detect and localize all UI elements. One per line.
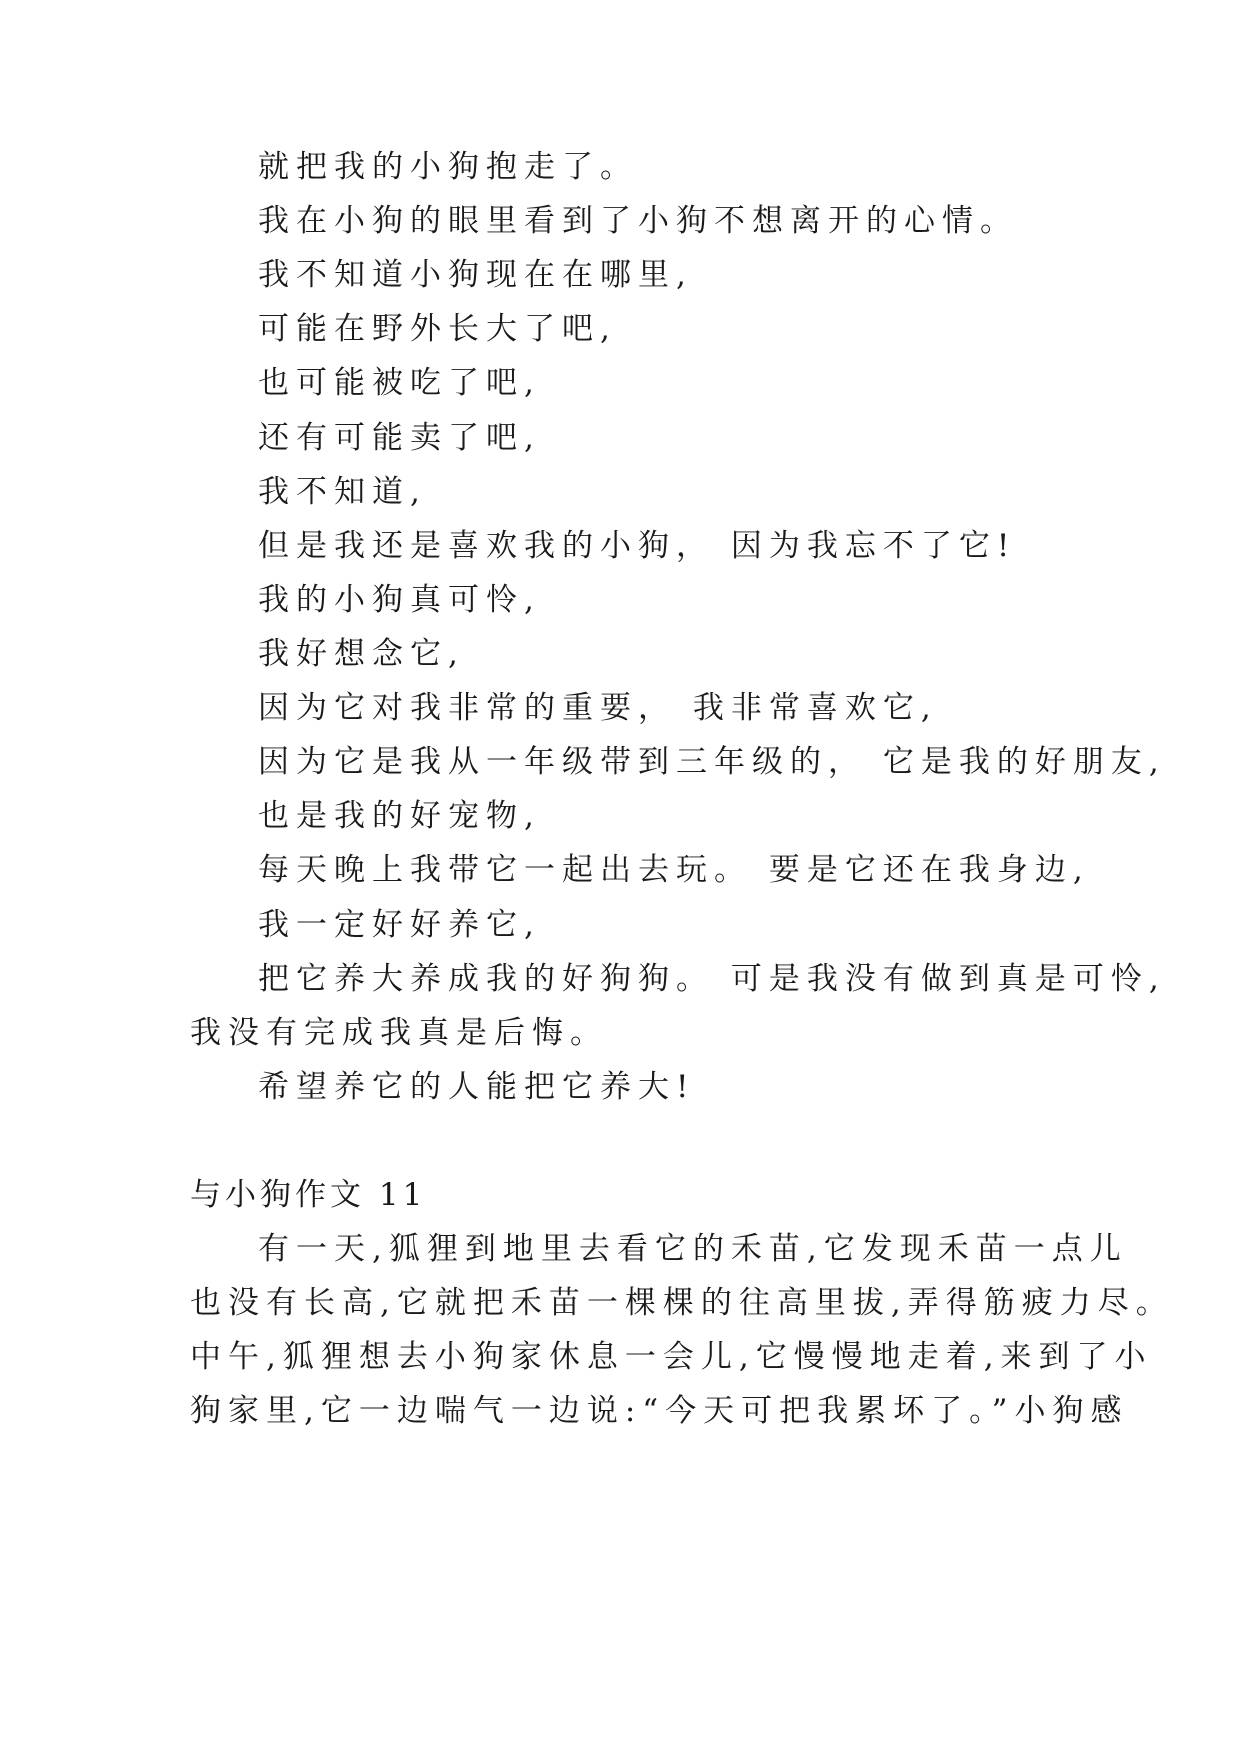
poem-line: 希望养它的人能把它养大! [258,1069,696,1105]
section-title: 与小狗作文 11 [190,1177,427,1213]
poem-line: 我一定好好养它, [258,907,541,943]
poem-line: 我不知道, [258,474,427,510]
poem-line: 我不知道小狗现在在哪里, [258,257,693,293]
poem-line: 就把我的小狗抱走了。 [258,149,638,185]
poem-line: 每天晚上我带它一起出去玩。 要是它还在我身边, [258,852,1090,888]
poem-line: 我在小狗的眼里看到了小狗不想离开的心情。 [258,203,1018,239]
poem-line: 我没有完成我真是后悔。 [190,1015,608,1051]
poem-line: 我好想念它, [258,636,465,672]
poem-line: 把它养大养成我的好狗狗。 可是我没有做到真是可怜, [258,961,1166,997]
story-line: 中午,狐狸想去小狗家休息一会儿,它慢慢地走着,来到了小 [190,1339,1153,1375]
poem-line: 可能在野外长大了吧, [258,311,617,347]
poem-line: 因为它是我从一年级带到三年级的， 它是我的好朋友, [258,744,1166,780]
story-line: 也没有长高,它就把禾苗一棵棵的往高里拔,弄得筋疲力尽。 [190,1285,1174,1321]
poem-line: 也是我的好宠物, [258,798,541,834]
story-line: 狗家里,它一边喘气一边说:“今天可把我累坏了。”小狗感 [190,1393,1129,1429]
story-line: 有一天,狐狸到地里去看它的禾苗,它发现禾苗一点儿 [258,1231,1128,1267]
poem-line: 还有可能卖了吧, [258,420,541,456]
poem-line: 但是我还是喜欢我的小狗， 因为我忘不了它! [258,528,1017,564]
poem-line: 因为它对我非常的重要， 我非常喜欢它, [258,690,938,726]
poem-line: 我的小狗真可怜, [258,582,541,618]
poem-line: 也可能被吃了吧, [258,365,541,401]
